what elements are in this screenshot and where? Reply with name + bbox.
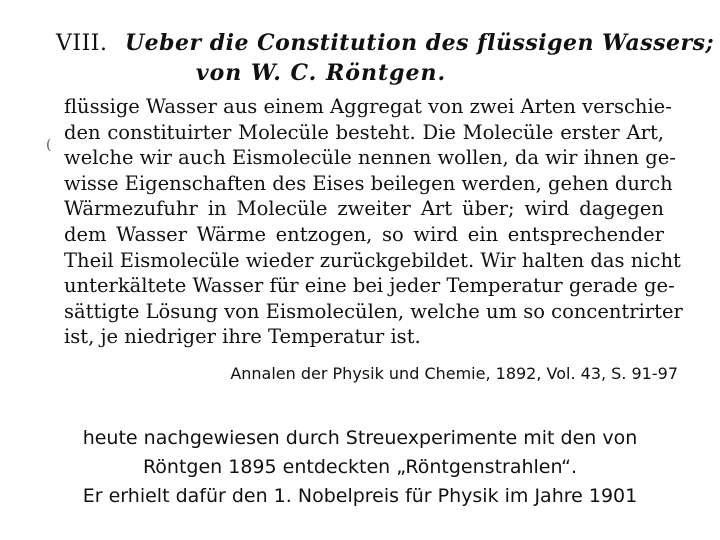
scanned-text-block <box>64 94 683 350</box>
body-line: Wärmezufuhr in Molecüle zweiter Art über; wird dagegen <box>64 197 664 221</box>
caption <box>0 424 720 511</box>
article-author: von W. C. Röntgen. <box>195 60 447 86</box>
article-title: Ueber die Constitution des flüssigen Wassers; <box>124 30 715 56</box>
body-line: Theil Eismolecüle wieder zurückgebildet. Wir halten das nicht <box>64 248 681 272</box>
body-line: welche wir auch Eismolecüle nennen wollen, da wir ihnen ge- <box>64 146 676 170</box>
section-number: VIII. <box>56 31 108 56</box>
body-line: sättigte Lösung von Eismolecülen, welche um so concentrirter <box>64 299 683 323</box>
article-heading <box>56 30 715 86</box>
heading-title-line <box>56 30 715 56</box>
body-line: dem Wasser Wärme entzogen, so wird ein entsprechender <box>64 222 664 246</box>
scan-mark: ( <box>46 137 52 153</box>
body-line: flüssige Wasser aus einem Aggregat von zwei Arten verschie- <box>64 95 672 118</box>
body-line: den constituirter Molecüle besteht. Die Molecüle erster Art, <box>64 120 664 144</box>
citation: Annalen der Physik und Chemie, 1892, Vol. 43, S. 91-97 <box>230 364 678 383</box>
caption-line: Röntgen 1895 entdeckten „Röntgenstrahlen“. <box>142 456 578 478</box>
caption-line: Er erhielt dafür den 1. Nobelpreis für Physik im Jahre 1901 <box>82 485 638 507</box>
body-line: wisse Eigenschaften des Eises beilegen werden, gehen durch <box>64 171 673 195</box>
caption-line: heute nachgewiesen durch Streuexperimente mit den von <box>82 427 638 449</box>
body-line: unterkältete Wasser für eine bei jeder Temperatur gerade ge- <box>64 274 675 298</box>
body-line: ist, je niedriger ihre Temperatur ist. <box>64 325 421 349</box>
